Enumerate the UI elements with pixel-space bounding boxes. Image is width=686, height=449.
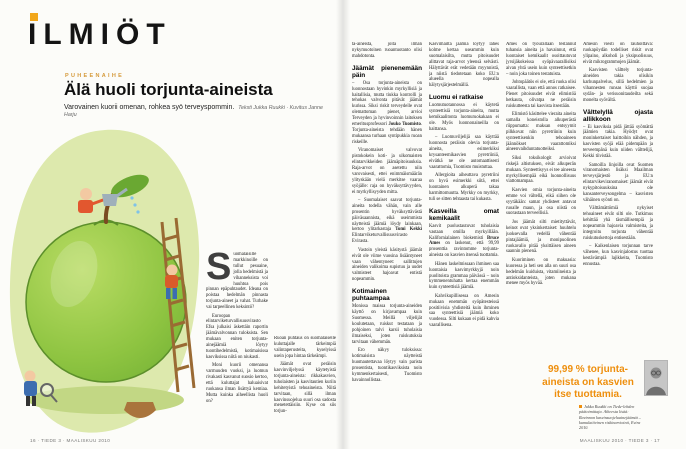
paragraph: – Ei kasviksia pidä jättää syömättä jäämien takia. Hyödyt ovat moninkertaiset haittoihin nähden, ja kasvisten syöjä elää pidempään ja terveempänä kuin niiden välttelijä, Kekki tiivistää. — [583, 124, 653, 160]
body-column-5 — [506, 42, 576, 356]
paragraph — [206, 252, 268, 311]
paragraph: Viranomaiset valvovat pistokokein koti- ja ulkomaisten elintarvikkeiden jäämäpitoisuuksia. Raja-arvot on asetettu niin varovaisesti, ettei enimmäismäärän ylityskään vielä merkitse vaaraa syöjälle: raja on hyväksyttävyyden, ei myrkyllisyyden mitta. — [352, 148, 422, 195]
paragraph: Hänen laskelmissaan ihminen saa luontaisia kasvimyrkkyjä noin puolitoista grammaa päivässä – noin kymmenentuhatta kertaa enemmän kuin synteettisiä jäämiä. — [429, 261, 499, 291]
credit-bullet-icon — [579, 405, 582, 408]
bold-name: Jouko Tuomisto — [388, 122, 421, 128]
paragraph: Luomutuotannossa ei käytetä synteettisiä torjunta-aineita, mutta kemikaalitonta luomuruokakaan ei ole. Myös luonnonaineilla on haittansa. — [429, 103, 499, 132]
bold-name: Bruce Ames — [429, 235, 499, 247]
subheading-jaamat: Jäämät pienenemään päin — [352, 64, 422, 79]
paragraph: ta-aineista, joita ilman nykymuotoinen ruoantuotanto olisi mahdotonta. — [352, 42, 422, 59]
paragraph: Allergioita aiheuttava pyretriini on hyvä esimerkki siitä, ettei luontainen alkuperä takaa harmittomuutta. Myrkky on myrkky, tuli se sitten tehtaasta tai kukasta. — [429, 173, 499, 202]
paragraph: Kasvisten välttely torjunta-aineiden takia olisikin karhunpalvelus, sillä hedelmien ja vihannesten runsas käyttö suojaa sydän- ja verisuonitaudeilta sekä monelta syövältä. — [583, 68, 653, 103]
subheading-valttely: Välttelyllä ojasta allikkoon — [583, 108, 653, 123]
paragraph: Kahvikupillisessa on Amesin mukaan enemmän syöpätesteissä positiivisia yhdisteitä kuin ihminen saa synteettisiä jäämiä koko vuodessa. Silti kukaan ei pidä kahvia vaarallisena. — [429, 293, 499, 329]
author-photo — [644, 360, 668, 396]
subheading-luomu: Luomu ei ratkaise — [429, 94, 484, 102]
bold-name: Tomi Kekki — [395, 227, 422, 233]
paragraph: Jäämät ovat peräisin kasvinviljelyssä käytetyistä torjunta-aineista: rikkakasvien, tuholaisten ja kasvitautien kuriin kehitetyistä tehoaineista. Niitä tarvitaan, sillä ilman kasvinsuojelua suuri osa sadosta menetettäisiin. Kyse on siis torjun- — [274, 362, 336, 415]
paragraph: Ero näkyy tuloksissa: kotimaisista näytteistä huomautettavaa löytyy vain parista prosentista, tuontikasviksista noin kymmenkertaisesti, Tuomisto havainnollistaa. — [352, 347, 422, 383]
author-credit — [579, 404, 641, 430]
paragraph: – Luomuviljelijä saa käyttää luonnosta peräisin olevia torjunta-aineita, esimerkiksi krysanteemikasvien pyretriiniä, eivätkä ne ole automaattisesti vaarattomia, Tuomisto muistuttaa. — [429, 135, 499, 170]
paragraph: Ruoan puhtaus on suomalaiselle kuluttajalle tärkeimpiä valintaperusteita, kyselyissä usein jopa hintaa tärkeämpi. — [274, 336, 336, 359]
page-footer-right: MAALISKUU 2010 · TIEDE 3 · 17 — [579, 438, 660, 443]
paragraph: Kasvien omia torjunta-aineita emme voi vältellä, eikä siihen ole syytäkään: samat yhdisteet antavat ruoalle maun, ja osa niistä on suorastaan terveellisiä. — [506, 187, 576, 217]
paragraph-text: Kasvit puolustautuvat tuholaisia vastaan omilla myrkyillään. Kalifornialainen biokemisti — [429, 223, 499, 241]
paragraph-text: Elintarviketurvallisuusvirasto Evirasta. — [352, 233, 408, 245]
body-column-3 — [352, 42, 422, 436]
paragraph-text: – Suomalaiset saavat torjunta-aineita todella vähän, vain alle prosentin hyväksyttävästä päiväsaannista, eikä useimmista näytteistä jäämiä löydy lainkaan, kertoo ylitarkastaja — [352, 197, 422, 233]
paragraph-text: . Torjunta-aineista tehdään hänen mukaansa turhaan syntipukkia ruoan riskeille. — [352, 122, 422, 145]
paragraph-text: on laskenut, että 99,99 prosenttia ravintomme torjunta-aineista on kasvien itsensä tuottamia. — [429, 241, 499, 259]
page-footer-left: 16 · TIEDE 3 · MAALISKUU 2010 — [30, 438, 111, 443]
byline: Teksti Jukka Ruukki · Kuvitus Janne Harju — [64, 105, 323, 118]
watering-can-icon — [102, 194, 118, 206]
apple-illustration — [6, 124, 204, 440]
section-title: ILMIÖT — [28, 18, 172, 51]
paragraph: Välttämättömiä nykyiset tehoaineet eivät silti ole. Tutkimus kehittää yhä täsmällisempiä ja nopeammin hajoavia valmisteita, ja integroitu torjunta vähentää ruiskutuskertoja entisestään. — [583, 206, 653, 241]
paragraph: Kasvimailta jäämiä löytyy lähes kolme kertaa useammin kuin suomalaisilta, mutta pitoisuudet alittavat raja-arvot yleensä selvästi. Hälyttävät erät vedetään myynnistä, ja niistä tiedotetaan koko EU:n alueella nopealla hälytysjärjestelmällä. — [429, 42, 499, 89]
paragraph: – Kaikenlaisen torjunnan tarve vähenee, kun kasvinjalostus tuottaa kestävämpiä lajikkeita, Tuomisto ennustaa. — [583, 244, 653, 267]
paragraph: Johtopäätös ei ole, että ruoka olisi vaarallista, vaan että annos ratkaisee. Pienet pitoisuudet eivät elimistöä hetkauta, olivatpa ne peräisin ruiskutteesta tai kasvista itsestään. — [506, 79, 576, 109]
paragraph: Monissa maissa torjunta-aineiden käyttö on kirjavampaa kuin Suomessa. Meillä viljelijät koulutetaan, ruiskut testataan ja pohjoinen talvi karsii tuholaisia ilmaiseksi, joten ruiskutuksia tarvitaan vähemmän. — [352, 304, 422, 345]
body-column-1 — [206, 252, 268, 440]
subheading-kemikaalit: Kasveilla omat kemikaalit — [429, 207, 499, 222]
paragraph: Siksi toksikologit arvioivat riskejä altistuksen, eivät alkuperän mukaan. Synteettisyys ei tee aineesta myrkyllisempää eikä luonnollisuus viattomampaa. — [506, 155, 576, 185]
drop-cap: S — [206, 252, 232, 288]
apple-illustration-svg — [6, 124, 204, 440]
author-portrait-svg — [645, 361, 667, 395]
pull-quote: 99,99 % torjunta-aineista on kasvien itse tuottamia. — [542, 364, 634, 400]
standfirst — [64, 104, 336, 118]
standfirst-text: Varovainen kuorii omenan, rohkea syö terveyspommin. — [64, 104, 235, 111]
paragraph: Moni kuorii omenansa varmuuden vuoksi, ja luomun rivakasti kasvanut suosio kertoo, että kuluttajat haluaisivat ruokansa ilman lisättyä kemiaa. Mutta kuinka aiheellista huoli on? — [206, 363, 268, 404]
paragraph: Jos jäämät silti mietityttävät, keinot ovat yksinkertaiset: huuhtelu juoksevalla vedellä vähentää pintajäämiä, ja monipuolinen ruokavalio pitää yksittäisen aineen saannin pienenä. — [506, 219, 576, 255]
apple-shape — [26, 222, 186, 382]
paragraph: Samoilla linjoilla ovat Suomen viranomaisten lisäksi Maailman terveysjärjestö ja EU:n elintarvikeviranomaiset: jäämät eivät nykypitoisuuksina ole kansanterveysongelma – kasvisten vähäinen syönti on. — [583, 162, 653, 203]
paragraph: Elimistö käsittelee vieraita aineita samalla koneistolla alkuperästä riippumatta: maksan entsyymit pilkkovat niin pyretriinin kuin synteettisenkin tehoaineen jäännökset vaarattomiksi aineenvaihduntatuotteiksi. — [506, 111, 576, 153]
paragraph-text: – Osa torjunta-aineista on luonnostaan hyvinkin myrkyllisiä ja haitallisia, mutta tiukka kontrolli ja tehokas valvonta pitävät jäämät kurissa. Siksi riskit terveydelle ovat olemattoman pienet, arvioi Terveyden ja hyvinvoinnin laitoksen emeritusprofessori — [352, 80, 422, 128]
article-title: Älä huoli torjunta-aineista — [64, 80, 273, 99]
author-credit-text: Jukka Ruukki on Tiede-lehden päätoimittaja. Aiheesta lisää: Ravinnon kasvinsuojeluainejäämät – kumulatiivinen riskinarviointi, Evira 2010. — [579, 404, 641, 431]
paragraph: Ames on työurallaan testannut tuhansia aineita ja havainnut, että luontaiset kemikaalit osoittautuvat jyrsijäkokeissa syöpävaarallisiksi aivan yhtä usein kuin synteettisetkin – noin joka toinen testatuista. — [506, 42, 576, 77]
paragraph: Euroopan elintarviketurvallisuusvirasto Efsa julkaisi äskettäin raportin jäämävalvonnan tuloksista. Sen mukaan eniten torjunta-ainejäämiä löytyy tuontihedelmistä, kotimaisissa kasviksissa niitä on niukasti. — [206, 313, 268, 360]
body-column-2 — [274, 336, 336, 440]
paragraph — [352, 81, 422, 146]
body-column-4 — [429, 42, 499, 436]
paragraph: Vastoin yleistä käsitystä jäämät eivät ole viime vuosina lisääntyneet vaan vähentyneet: sallittujen aineiden valikoima supistuu ja uudet valmisteet hajoavat entistä nopeammin. — [352, 247, 422, 283]
subheading-kotimainen: Kotimainen puhtaampaa — [352, 288, 390, 303]
body-column-6 — [583, 42, 653, 356]
paragraph-text: uomalaisille markkinoille on tullut pesuaine, jolla hedelmistä ja vihanneksista voi huuhtoa pois pinnan epäpuhtaudet. Ideana on poistaa hedelmän pinnasta torjunta-aineet ja vahat. Turhake vai tarpeellinen keksintö? — [206, 252, 268, 311]
right-page — [343, 0, 686, 449]
paragraph: Amesin viesti on rauhoittava: ruokapöydän todelliset riskit ovat ylipaino, alkoholi ja yksipuolisuus, eivät mikrogrammojen jäämät. — [583, 42, 653, 65]
paragraph — [352, 198, 422, 245]
magnifier-icon — [41, 384, 53, 396]
paragraph: Kuoriminen on makuasia: kuoressa ja heti sen alla on suuri osa hedelmän kuiduista, vitamiineista ja antioksidanteista, joten mukana menee myös hyvää. — [506, 257, 576, 287]
kicker: PUHEENAIHE — [65, 73, 125, 79]
paragraph — [429, 224, 499, 259]
